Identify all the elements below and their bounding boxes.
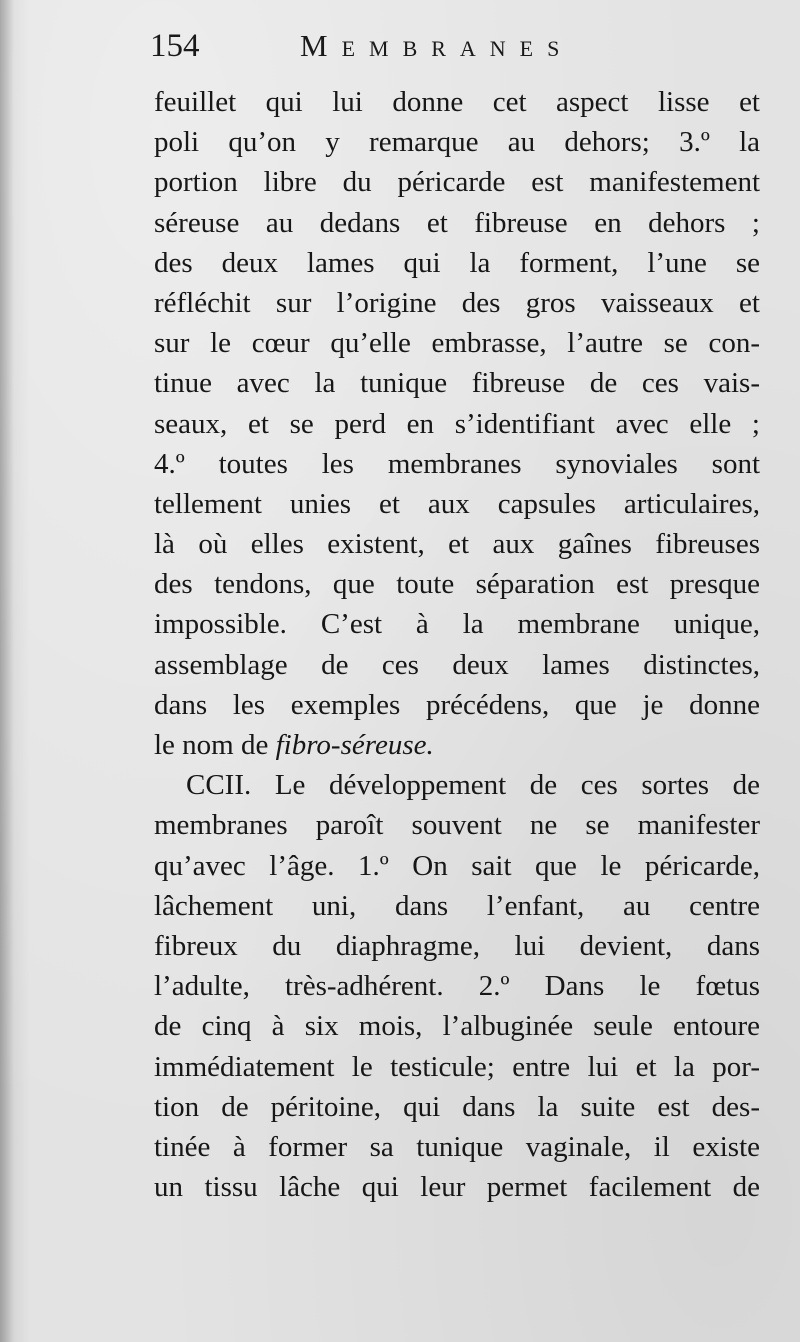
text-line: immédiatement le testicule; entre lui et la por-	[154, 1050, 760, 1083]
text-line: assemblage de ces deux lames distinctes,	[154, 648, 760, 681]
text-line: portion libre du péricarde est manifestement	[154, 166, 760, 199]
italic-term: fibro-séreuse.	[275, 729, 434, 761]
text-line: de cinq à six mois, l’albuginée seule entoure	[154, 1010, 760, 1043]
text-line: fibreux du diaphragme, lui devient, dans	[154, 929, 760, 962]
text-fragment: le nom de	[154, 729, 276, 761]
text-line: des tendons, que toute séparation est presque	[154, 568, 760, 601]
text-line: qu’avec l’âge. 1.º On sait que le péricarde,	[154, 849, 760, 882]
text-line: dans les exemples précédens, que je donne	[154, 688, 760, 721]
text-line: tinée à former sa tunique vaginale, il existe	[154, 1130, 760, 1163]
text-line: impossible. C’est à la membrane unique,	[154, 608, 760, 641]
text-line: séreuse au dedans et fibreuse en dehors ;	[154, 206, 760, 239]
text-line: l’adulte, très-adhérent. 2.º Dans le fœtus	[154, 970, 760, 1003]
text-line: réfléchit sur l’origine des gros vaisseaux et	[154, 286, 760, 319]
text-line: tion de péritoine, qui dans la suite est des-	[154, 1090, 760, 1123]
running-title: Membranes	[300, 28, 574, 63]
text-line: 4.º toutes les membranes synoviales sont	[154, 447, 760, 480]
section-heading-line: CCII. Le développement de ces sortes de	[186, 769, 760, 802]
body-text	[154, 82, 760, 1207]
page-gutter-shadow	[0, 0, 14, 1342]
page-number: 154	[150, 28, 200, 64]
text-line: lâchement uni, dans l’enfant, au centre	[154, 889, 760, 922]
text-line-with-term	[154, 725, 760, 765]
text-line: tellement unies et aux capsules articulaires,	[154, 487, 760, 520]
text-line: seaux, et se perd en s’identifiant avec elle ;	[154, 407, 760, 440]
text-line: des deux lames qui la forment, l’une se	[154, 246, 760, 279]
text-line: sur le cœur qu’elle embrasse, l’autre se con-	[154, 327, 760, 360]
text-line: membranes paroît souvent ne se manifester	[154, 809, 760, 842]
text-line: là où elles existent, et aux gaînes fibreuses	[154, 528, 760, 561]
text-line: poli qu’on y remarque au dehors; 3.º la	[154, 126, 760, 159]
running-head	[150, 28, 760, 78]
text-line: un tissu lâche qui leur permet facilement de	[154, 1171, 760, 1204]
text-line: feuillet qui lui donne cet aspect lisse et	[154, 86, 760, 118]
text-line: tinue avec la tunique fibreuse de ces vais-	[154, 367, 760, 400]
